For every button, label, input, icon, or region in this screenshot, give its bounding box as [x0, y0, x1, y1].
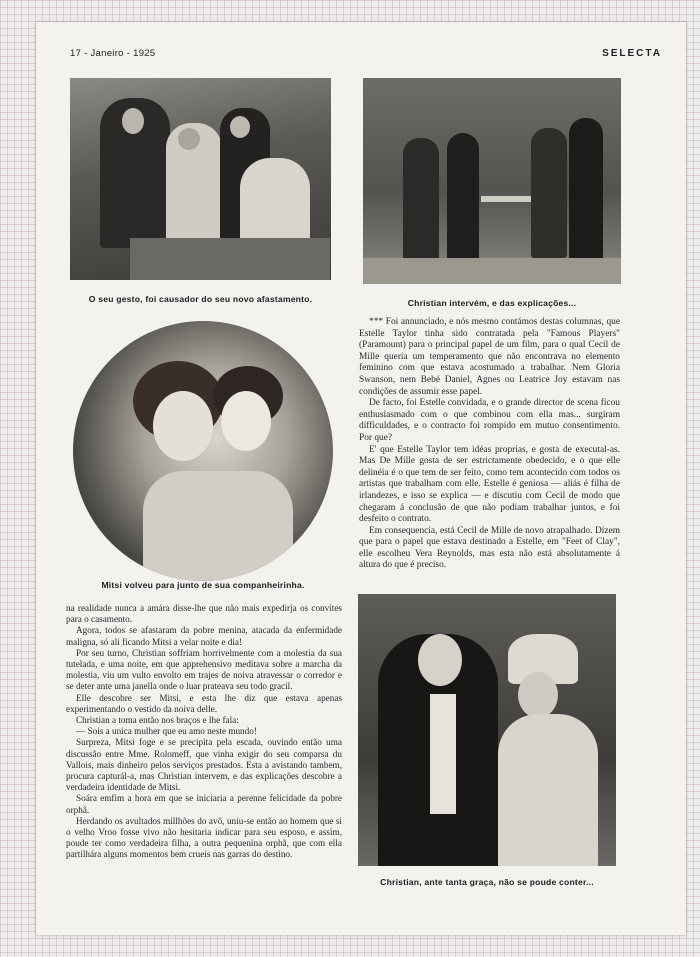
paragraph: Elle descobre ser Mitsi, e esta lhe diz que estava apenas experimentando o vestido da noiva delle.	[66, 692, 342, 714]
paragraph: Por seu turno, Christian soffriam horrivelmente com a molestia da sua tutelada, e uma noite, em que apprehensivo meditava sobre a marcha da molestia, viu um vulto envolto em trajes de noiva atravessar o corredor e se deter ante uma janella onde o luar prateava seu todo gracil.	[66, 647, 342, 692]
caption-circle: Mitsi volveu para junto de sua companheirinha.	[101, 580, 305, 590]
paragraph: *** Foi annunciado, e nós mesmo contámos destas columnas, que Estelle Taylor tinha sido contratada pela "Famous Players" (Paramount) para o principal papel de um film, para o qual Cecil de Mille queria um temperamento que não encontrava no elemento feminino com que estava acostumado a trabalhar. Nem Gloria Swanson, nem Bebé Daniel, Agnes ou Leatrice Joy estavam nas condições de assumir esse papel.	[359, 317, 620, 397]
issue-date: 17 - Janeiro - 1925	[70, 48, 156, 59]
article-left-column	[66, 603, 342, 861]
paragraph: Surpreza, Mitsi foge e se precipita pela escada, ouvindo então uma discussão entre Mme. Rolomeff, que vinha exigir do seu comparsa du Vallois, mais dinheiro pelos serviços prestados. Esta a avistando tambem, procura capturál-a, mas Christian intervem, e das explicações descobre a verdadeira identidade de Mitsi.	[66, 737, 342, 793]
paragraph: De facto, foi Estelle convidada, e o grande director de scena ficou enthusiasmado com o que combinou com ella mas... surgiram difficuldades, e o contracto foi rompido em mutuo consentimento. Por que?	[359, 398, 620, 443]
paragraph: Soára emfim a hora em que se iniciaria a perenne felicidade da pobre orphã.	[66, 793, 342, 815]
photo-top-right	[363, 78, 621, 284]
paragraph: E' que Estelle Taylor tem idéas proprias, e gosta de executal-as. Mas De Mille gosta de ser estrictamente obedecido, e o que elle delinéia é o que tem de ser feito, como tem acontecido com todos os artistas que trabalham com elle. Estelle é geniosa — aliás é filha de irlandezes, e isso se explica — e discutiu com Cecil de modo que chegaram á conclusão de que não podiam trabalhar juntos, e foi desfeito o contrato.	[359, 444, 620, 525]
caption-top-right: Christian intervém, e das explicações...	[407, 298, 577, 308]
paragraph: Christian a toma então nos braços e lhe fala:	[76, 715, 239, 726]
paragraph: Agora, todos se afastaram da pobre menina, atacada da enfermidade maligna, só ali ficando Mitsi a velar noite e dia!	[66, 625, 342, 647]
article-right-column	[359, 317, 620, 572]
photo-circle	[73, 321, 333, 581]
paragraph: Em consequencia, está Cecil de Mille de novo atrapalhado. Dizem que para o papel que estava destinado a Estelle, em "Feet of Clay", elle escolheu Vera Reynolds, mas esta não está absolutamente á altura do que é preciso.	[359, 525, 620, 571]
magazine-page	[36, 22, 686, 935]
caption-top-left: O seu gesto, foi causador do seu novo afastamento.	[88, 294, 313, 304]
photo-top-left	[70, 78, 331, 280]
paragraph: — Sois a unica mulher que eu amo neste mundo!	[76, 726, 257, 737]
magazine-title: SELECTA	[602, 48, 662, 59]
photo-bottom-right	[358, 594, 616, 866]
caption-bottom-right: Christian, ante tanta graça, não se poude conter...	[380, 877, 594, 887]
paragraph: na realidade nunca a amára disse-lhe que não mais expedirja os convites para o casamento.	[66, 603, 342, 625]
paragraph: Herdando os avultados millhões do avô, uniu-se então ao homem que si o velho Vroo fosse vivo não hesitaria indicar para seu esposo, e assim, poude ter como verdadeira filha, a outra pequenina orphã, que com ella partilhára alguns momentos bem crueis nas garras do destino.	[66, 815, 342, 860]
